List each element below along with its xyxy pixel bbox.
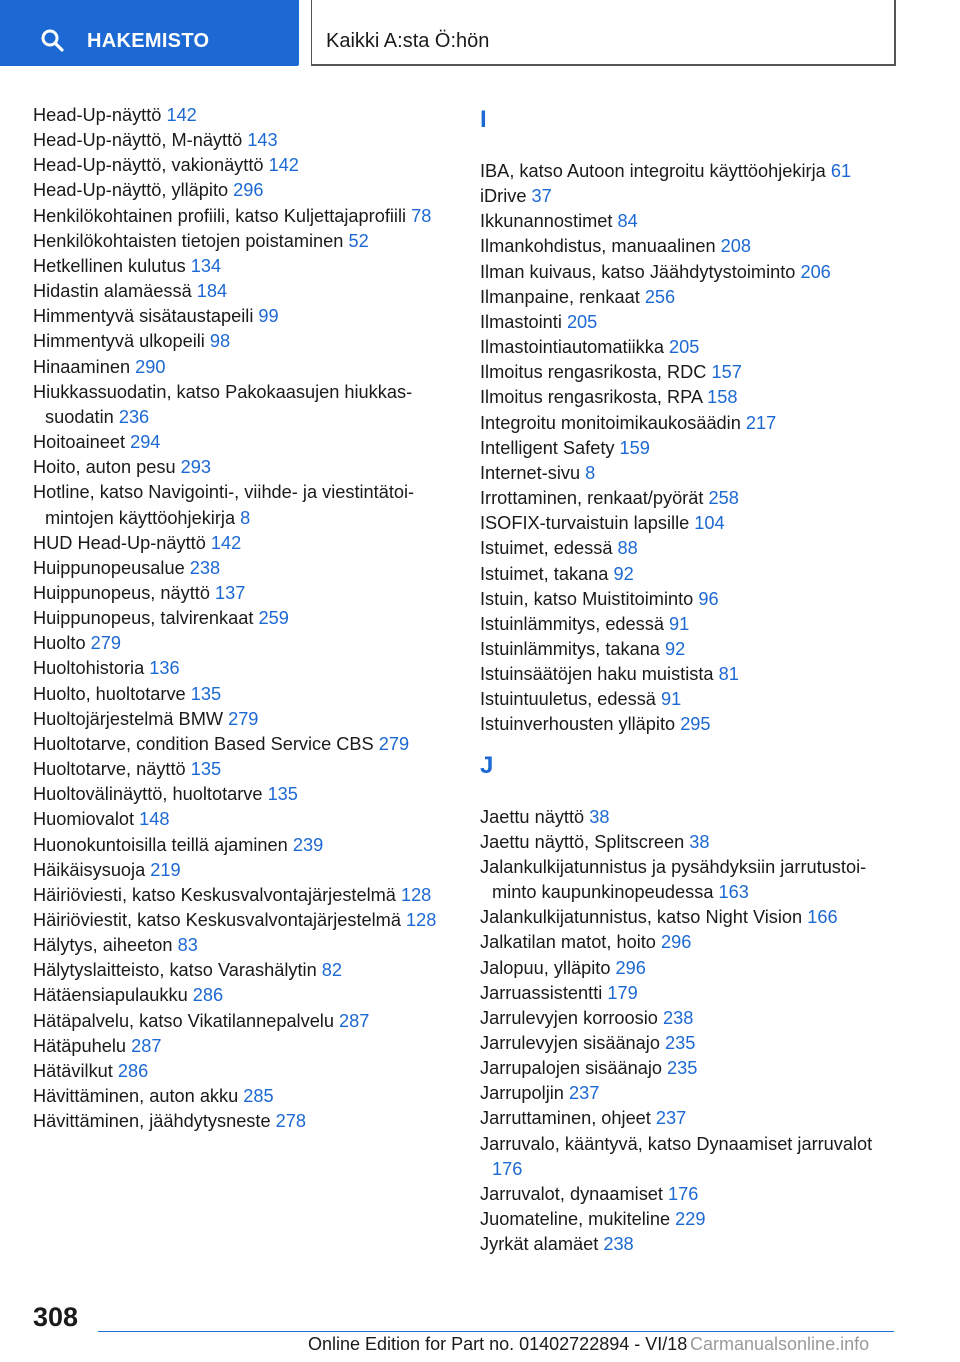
index-entry xyxy=(33,1034,448,1059)
page-link[interactable]: 128 xyxy=(406,910,437,930)
entry-text: Head-Up-näyttö, M-näyttö xyxy=(33,130,248,151)
section-title: Kaikki A:sta Ö:hön xyxy=(326,30,490,52)
entry-text: Ilmastointi xyxy=(480,311,567,332)
page-link[interactable]: 279 xyxy=(378,733,410,754)
index-entry xyxy=(480,285,900,310)
entry-text: Häiriöviesti, katso Keskusvalvontajärjestelmä xyxy=(33,884,401,905)
entry-text: Hetkellinen kulutus xyxy=(33,255,191,276)
page-link[interactable]: 279 xyxy=(228,708,259,729)
index-entry xyxy=(480,360,900,385)
entry-text: IBA, katso Autoon integroitu käyttöohjekirja xyxy=(480,161,831,181)
page-link[interactable]: 236 xyxy=(118,406,150,427)
page-link[interactable]: 295 xyxy=(680,714,711,735)
entry-text: Hoitoaineet xyxy=(33,432,131,453)
entry-text: Henkilökohtaisten tietojen poistaminen xyxy=(33,230,349,251)
index-entry xyxy=(33,732,448,757)
index-entry xyxy=(480,855,900,905)
entry-text: Ilmanpaine, renkaat xyxy=(480,286,645,307)
index-entry xyxy=(33,682,448,707)
page-link[interactable]: 128 xyxy=(400,884,432,905)
index-entry xyxy=(480,687,900,712)
index-entry xyxy=(480,209,900,234)
entry-text: Himmentyvä sisätaustapeili xyxy=(33,306,259,327)
entry-text: Huoltojärjestelmä BMW xyxy=(33,708,229,729)
entry-text: Istuintuuletus, edessä xyxy=(480,689,661,710)
page-link[interactable]: 135 xyxy=(190,683,222,704)
page-link[interactable]: 98 xyxy=(209,331,231,352)
index-entry xyxy=(33,329,448,354)
entry-text: Istuimet, takana xyxy=(480,563,614,584)
page-link[interactable]: 163 xyxy=(718,882,749,903)
index-entry xyxy=(33,1009,448,1034)
entry-text: iDrive xyxy=(480,186,532,207)
index-entry xyxy=(33,933,448,958)
page-link[interactable]: 88 xyxy=(617,538,638,559)
index-entry xyxy=(33,556,448,581)
index-entry xyxy=(480,830,900,855)
index-entry xyxy=(480,436,900,461)
page-link[interactable]: 135 xyxy=(267,784,298,805)
page-link[interactable]: 239 xyxy=(292,834,324,855)
entry-text: Head-Up-näyttö xyxy=(33,105,167,125)
entry-text: Huoltohistoria xyxy=(33,658,150,679)
index-entry xyxy=(33,631,448,656)
page-link[interactable]: 52 xyxy=(348,230,369,251)
page-link[interactable]: 8 xyxy=(240,507,251,528)
page-link[interactable]: 176 xyxy=(668,1183,699,1204)
index-entry xyxy=(33,782,448,807)
page-link[interactable]: 205 xyxy=(566,311,598,332)
page-link[interactable]: 84 xyxy=(617,211,638,232)
page-link[interactable]: 184 xyxy=(196,281,228,302)
entry-text: Ilman kuivaus, katso Jäähdytystoiminto xyxy=(480,261,801,282)
index-entry xyxy=(33,908,448,933)
index-entry xyxy=(480,662,900,687)
index-entry xyxy=(480,805,900,830)
index-entry xyxy=(480,1207,900,1232)
index-entry xyxy=(480,335,900,360)
index-entry xyxy=(480,310,900,335)
index-entry xyxy=(480,930,900,955)
index-entry xyxy=(480,981,900,1006)
section-title-box xyxy=(311,0,896,66)
page-link[interactable]: 136 xyxy=(149,658,180,679)
entry-text: Istuinverhousten ylläpito xyxy=(480,714,681,735)
page-link[interactable]: 179 xyxy=(607,982,638,1003)
entry-text: HUD Head-Up-näyttö xyxy=(33,532,211,553)
page-link[interactable]: 294 xyxy=(130,432,161,453)
page-link[interactable]: 78 xyxy=(411,205,432,226)
index-entry xyxy=(480,612,900,637)
entry-text: Huippunopeusalue xyxy=(33,557,190,578)
index-entry xyxy=(480,1106,900,1131)
entry-text: Jarruassistentti xyxy=(480,982,608,1003)
index-entry xyxy=(480,486,900,511)
entry-text: Jarruvalo, kääntyvä, katso Dynaamiset jarruvalot xyxy=(480,1133,873,1154)
page-link[interactable]: 256 xyxy=(644,286,676,307)
index-column-right xyxy=(480,103,900,1257)
entry-text: Hätävilkut xyxy=(33,1060,118,1081)
watermark: Carmanualsonline.info xyxy=(690,1334,870,1354)
index-entry xyxy=(33,103,448,128)
index-entry xyxy=(480,511,900,536)
page-link[interactable]: 293 xyxy=(180,457,211,478)
entry-text: Juomateline, mukiteline xyxy=(480,1209,676,1230)
entry-text: Jalankulkijatunnistus ja pysähdyksiin jarrutustoiminto kaupunkinopeudessa xyxy=(480,856,867,903)
page-link[interactable]: 142 xyxy=(268,155,299,176)
search-label: HAKEMISTO xyxy=(87,30,210,52)
entry-text: Huippunopeus, talvirenkaat xyxy=(33,608,259,629)
page-link[interactable]: 296 xyxy=(660,932,692,953)
index-entry xyxy=(480,1182,900,1207)
index-entry xyxy=(480,562,900,587)
entry-text: Jalopuu, ylläpito xyxy=(480,957,616,978)
entry-text: Hälytys, aiheeton xyxy=(33,935,178,956)
index-entry xyxy=(480,536,900,561)
index-entry xyxy=(480,587,900,612)
index-entry xyxy=(33,1109,448,1134)
index-entry xyxy=(480,385,900,410)
page-link[interactable]: 287 xyxy=(131,1035,162,1056)
page-link[interactable]: 91 xyxy=(669,613,690,634)
entry-text: Irrottaminen, renkaat/pyörät xyxy=(480,488,709,509)
index-entry xyxy=(480,905,900,930)
page-number: 308 xyxy=(33,1302,79,1332)
index-entry xyxy=(33,656,448,681)
page-link[interactable]: 237 xyxy=(568,1083,600,1104)
index-entry xyxy=(480,260,900,285)
page-link[interactable]: 238 xyxy=(603,1234,634,1255)
search-icon xyxy=(40,28,64,52)
page-link[interactable]: 259 xyxy=(258,608,289,629)
entry-text: Hiukkassuodatin, katso Pakokaasujen hiukkassuodatin xyxy=(33,381,413,427)
page-link[interactable]: 137 xyxy=(215,582,246,603)
entry-text: Istuin, katso Muistitoiminto xyxy=(480,588,699,609)
index-entry xyxy=(480,1081,900,1106)
index-section-j xyxy=(480,805,900,1258)
index-entry xyxy=(480,1132,900,1182)
index-entry xyxy=(33,178,448,203)
entry-text: Huolto, huoltotarve xyxy=(33,683,191,704)
page-link[interactable]: 92 xyxy=(613,563,634,584)
index-entry xyxy=(33,983,448,1008)
page-link[interactable]: 104 xyxy=(694,513,725,534)
entry-text: Ilmankohdistus, manuaalinen xyxy=(480,236,721,257)
entry-text: Hätäpalvelu, katso Vikatilannepalvelu xyxy=(33,1010,340,1031)
page-link[interactable]: 258 xyxy=(708,488,739,509)
entry-text: Istuimet, edessä xyxy=(480,538,618,559)
entry-text: Hotline, katso Navigointi-, viihde- ja viestintätoimintojen käyttöohjekirja xyxy=(33,482,415,528)
entry-text: Huoltotarve, näyttö xyxy=(33,759,191,780)
entry-text: Hinaaminen xyxy=(33,356,136,377)
index-entry xyxy=(33,279,448,304)
entry-text: Ilmastointiautomatiikka xyxy=(480,337,670,358)
index-entry xyxy=(480,1232,900,1257)
page-link[interactable]: 208 xyxy=(720,236,751,257)
page-link[interactable]: 219 xyxy=(150,859,181,880)
entry-text: Huippunopeus, näyttö xyxy=(33,582,216,603)
index-entry xyxy=(33,430,448,455)
index-entry xyxy=(33,807,448,832)
page-link[interactable]: 96 xyxy=(698,588,719,609)
index-entry xyxy=(33,480,448,530)
section-letter-j: J xyxy=(480,751,494,779)
entry-text: Hätäensiapulaukku xyxy=(33,985,193,1006)
entry-text: Istuinsäätöjen haku muistista xyxy=(480,664,719,685)
page-link[interactable]: 159 xyxy=(619,437,650,458)
entry-text: Internet-sivu xyxy=(480,462,586,483)
entry-text: Jarrulevyjen korroosio xyxy=(480,1007,663,1028)
index-search-button[interactable] xyxy=(0,0,299,66)
index-entry xyxy=(33,455,448,480)
entry-text: Huoltovälinäyttö, huoltotarve xyxy=(33,784,268,805)
page-link[interactable]: 206 xyxy=(800,261,831,282)
entry-text: Häikäisysuoja xyxy=(33,859,151,880)
page-link[interactable]: 142 xyxy=(166,105,197,125)
entry-text: Jarrulevyjen sisäänajo xyxy=(480,1033,666,1053)
index-entry xyxy=(33,229,448,254)
page-link[interactable]: 235 xyxy=(667,1058,698,1079)
entry-text: Jalkatilan matot, hoito xyxy=(480,932,661,953)
index-entry xyxy=(480,411,900,436)
page-link[interactable]: 8 xyxy=(585,462,596,483)
index-entry xyxy=(480,1031,900,1056)
page-link[interactable]: 143 xyxy=(247,130,278,151)
page-link[interactable]: 278 xyxy=(275,1111,306,1132)
entry-text: Jalankulkijatunnistus, katso Night Vision xyxy=(480,907,808,928)
page-link[interactable]: 158 xyxy=(707,387,738,408)
entry-text: Huonokuntoisilla teillä ajaminen xyxy=(33,834,293,855)
index-section-i xyxy=(480,159,900,738)
page-link[interactable]: 99 xyxy=(258,306,279,327)
page-link[interactable]: 142 xyxy=(210,532,242,553)
entry-text: Jaettu näyttö xyxy=(480,806,590,827)
entry-text: Jarrupoljin xyxy=(480,1083,569,1104)
index-entry xyxy=(33,858,448,883)
footer-divider xyxy=(98,1331,894,1332)
page-link[interactable]: 205 xyxy=(669,337,700,358)
entry-text: Hävittäminen, jäähdytysneste xyxy=(33,1111,276,1132)
index-entry xyxy=(33,707,448,732)
index-entry xyxy=(33,581,448,606)
page-link[interactable]: 83 xyxy=(177,935,198,956)
page-link[interactable]: 238 xyxy=(662,1007,694,1028)
page-link[interactable]: 148 xyxy=(139,809,170,830)
entry-text: Ilmoitus rengasrikosta, RPA xyxy=(480,387,708,408)
index-entry xyxy=(33,883,448,908)
index-entry xyxy=(480,159,900,184)
entry-text: Head-Up-näyttö, vakionäyttö xyxy=(33,155,269,176)
entry-text: Hidastin alamäessä xyxy=(33,281,197,302)
entry-text: Himmentyvä ulkopeili xyxy=(33,331,210,352)
index-entry xyxy=(33,254,448,279)
index-entry xyxy=(480,1056,900,1081)
index-entry xyxy=(33,355,448,380)
index-entry xyxy=(33,304,448,329)
page-link[interactable]: 82 xyxy=(321,960,342,981)
index-entry xyxy=(480,1006,900,1031)
index-entry xyxy=(480,234,900,259)
index-entry xyxy=(33,128,448,153)
entry-text: Head-Up-näyttö, ylläpito xyxy=(33,180,234,201)
entry-text: Huolto xyxy=(33,633,91,654)
entry-text: Jarrupalojen sisäänajo xyxy=(480,1058,668,1079)
entry-text: Intelligent Safety xyxy=(480,437,620,458)
page-link[interactable]: 279 xyxy=(90,633,121,654)
top-bar xyxy=(0,0,960,66)
index-entry xyxy=(33,958,448,983)
entry-text: Henkilökohtainen profiili, katso Kuljettajaprofiili xyxy=(33,205,412,226)
index-entry xyxy=(33,380,448,430)
page-link[interactable]: 38 xyxy=(589,806,610,827)
edition-text: Online Edition for Part no. 01402722894 - VI/18 xyxy=(308,1334,688,1354)
entry-text: Jyrkät alamäet xyxy=(480,1234,604,1255)
entry-text: ISOFIX-turvaistuin lapsille xyxy=(480,513,695,534)
entry-text: Hoito, auton pesu xyxy=(33,457,181,478)
page-link[interactable]: 287 xyxy=(339,1010,370,1031)
page-link[interactable]: 61 xyxy=(830,161,852,181)
index-entry xyxy=(33,204,448,229)
index-entry xyxy=(480,956,900,981)
index-entry xyxy=(480,637,900,662)
page-link[interactable]: 290 xyxy=(135,356,166,377)
index-entry xyxy=(33,153,448,178)
index-column-left xyxy=(33,103,448,1134)
page-link[interactable]: 286 xyxy=(192,985,224,1006)
page-link[interactable]: 135 xyxy=(190,759,222,780)
page-link[interactable]: 38 xyxy=(689,831,710,852)
page-link[interactable]: 92 xyxy=(664,638,686,659)
entry-text: Häiriöviestit, katso Keskusvalvontajärjestelmä xyxy=(33,910,406,930)
index-entry xyxy=(33,531,448,556)
index-entry xyxy=(33,757,448,782)
page-link[interactable]: 286 xyxy=(117,1060,149,1081)
index-entry xyxy=(480,461,900,486)
section-letter-i: I xyxy=(480,106,487,133)
entry-text: Hälytyslaitteisto, katso Varashälytin xyxy=(33,960,322,981)
page-link[interactable]: 285 xyxy=(243,1086,274,1107)
index-entry xyxy=(33,606,448,631)
entry-text: Istuinlämmitys, takana xyxy=(480,638,665,659)
index-entry xyxy=(480,712,900,737)
entry-text: Huomiovalot xyxy=(33,809,140,830)
page-link[interactable]: 157 xyxy=(711,362,742,383)
page-link[interactable]: 166 xyxy=(807,907,838,928)
page-link[interactable]: 229 xyxy=(675,1209,706,1230)
page-link[interactable]: 238 xyxy=(189,557,221,578)
entry-text: Hätäpuhelu xyxy=(33,1035,132,1056)
page-link[interactable]: 91 xyxy=(660,689,682,710)
entry-text: Ikkunannostimet xyxy=(480,211,618,232)
index-entry xyxy=(33,1084,448,1109)
entry-text: Ilmoitus rengasrikosta, RDC xyxy=(480,362,712,383)
entry-text: Jaettu näyttö, Splitscreen xyxy=(480,831,690,852)
page-link[interactable]: 237 xyxy=(655,1108,687,1129)
page-link[interactable]: 81 xyxy=(718,664,739,685)
page-link[interactable]: 37 xyxy=(531,186,552,207)
entry-text: Hävittäminen, auton akku xyxy=(33,1086,244,1107)
index-entry xyxy=(33,833,448,858)
entry-text: Jarruvalot, dynaamiset xyxy=(480,1183,669,1204)
page-link[interactable]: 134 xyxy=(190,255,222,276)
entry-text: Istuinlämmitys, edessä xyxy=(480,613,670,634)
page-link[interactable]: 296 xyxy=(233,180,264,201)
index-entry xyxy=(480,184,900,209)
page-link[interactable]: 176 xyxy=(492,1158,523,1179)
entry-text: Jarruttaminen, ohjeet xyxy=(480,1108,656,1129)
index-entry xyxy=(33,1059,448,1084)
page-link[interactable]: 235 xyxy=(665,1033,696,1053)
entry-text: Huoltotarve, condition Based Service CBS xyxy=(33,733,379,754)
page-link[interactable]: 296 xyxy=(615,957,646,978)
page-link[interactable]: 217 xyxy=(745,412,777,433)
entry-text: Integroitu monitoimikaukosäädin xyxy=(480,412,746,433)
